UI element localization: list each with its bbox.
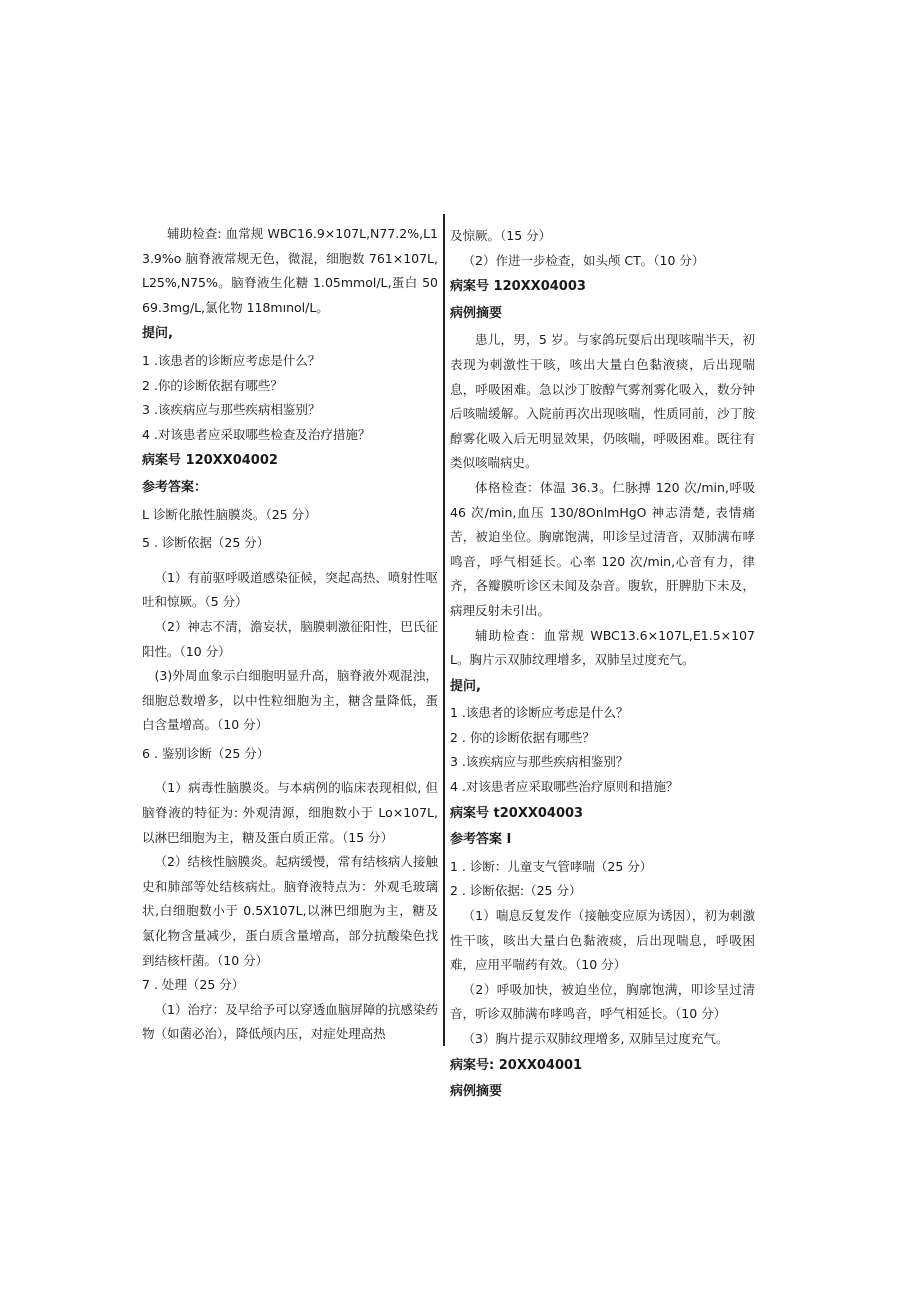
case-summary-paragraph: 患儿，男，5 岁。与家鸽玩耍后出现咳喘半天，初表现为刺激性干咳，咳出大量白色黏液痰，后出现喘息，呼吸困难。急以沙丁胺醇气雾剂雾化吸入，数分钟后咳喘缓解。入院前再次出现咳喘，性质同前，沙丁胺醇雾化吸入后无明显效果，仍咳喘，呼吸困难。既往有类似咳喘病史。 <box>450 332 755 471</box>
answer-3-item-2: （2）结核性脑膜炎。起病缓慢，常有结核病人接触史和肺部等处结核病灶。脑脊液特点为：外观毛玻璃状,白细胞数小于 0.5X107L,以淋巴细胞为主，糖及氯化物含量减少，蛋白质含量增高，部分抗酸染色找到结核杆菌。（10 分） <box>142 854 438 968</box>
answer-2-heading: 2 . 诊断依据:（25 分） <box>450 883 582 899</box>
answer-2-item-2: （2）神志不清，澹妄状，脑膜刺激征阳性，巴氏征阳性。（10 分） <box>142 618 438 659</box>
case-summary-heading: 病例摘要 <box>450 1084 503 1100</box>
right-column <box>450 224 755 1107</box>
case-number: 病案号 120XX04003 <box>450 279 586 295</box>
question-2: 2 .你的诊断依据有哪些？ <box>142 377 283 393</box>
answer-4-item-1: （1）治疗：及早给予可以穿透血脑屏障的抗感染药物（如菌必治），降低颅内压，对症处理高热 <box>142 1001 438 1042</box>
answer-4-heading: 7 . 处理（25 分） <box>142 977 245 993</box>
aux-exam-paragraph: 辅助检查：血常规 WBC13.6×107L,E1.5×107L。胸片示双肺纹理增多，双肺呈过度充气。 <box>450 627 755 668</box>
answer-1: 1 . 诊断：儿童支气管哮喘（25 分） <box>450 858 653 874</box>
aux-exam-paragraph: 辅助检查: 血常规 WBC16.9×107L,N77.2%,L13.9%o 脑脊液常规无色，微混，细胞数 761×107L,L25%,N75%。脑脊液生化糖 1.05mmol/L,蛋白 5069.3mg/L,氯化物 118mınol/L。 <box>142 226 438 315</box>
answer-2-item-3: （3）胸片提示双肺纹理增多, 双肺呈过度充气。 <box>462 1031 729 1046</box>
case-number: 病案号 120XX04002 <box>142 453 278 469</box>
question-3: 3 .该疾病应与那些疾病相鉴别？ <box>450 754 629 770</box>
left-column <box>142 222 438 1047</box>
question-4: 4 .对该患者应采取哪些治疗原则和措施？ <box>450 779 679 795</box>
answer-1: L 诊断化脓性脑膜炎。（25 分） <box>142 506 317 522</box>
reference-answer-heading: 参考答案 I <box>450 832 512 848</box>
answer-3-item-1: （1）病毒性脑膜炎。与本病例的临床表现相似, 但脑脊液的特征为: 外观清源，细胞数小于 Lo×107L,以淋巴细胞为主，糖及蛋白质正常。（15 分） <box>142 780 438 845</box>
case-summary-heading: 病例摘要 <box>450 305 503 321</box>
case-number: 病案号: 20XX04001 <box>450 1057 583 1073</box>
question-2: 2 . 你的诊断依据有哪些？ <box>450 729 595 745</box>
answer-2-item-3: (3)外周血象示白细胞明显升高，脑脊液外观混浊，细胞总数增多，以中性粒细胞为主，糖含量降低，蛋白含量增高。（10 分） <box>142 668 438 733</box>
question-1: 1 .该患者的诊断应考虑是什么？ <box>142 352 321 368</box>
reference-answer-heading: 参考答案： <box>142 479 208 495</box>
questions-heading: 提问, <box>450 678 481 694</box>
answer-2-item-2: （2）呼吸加快，被迫坐位，胸廓饱满，叩诊呈过清音，听诊双肺满布哮鸣音，呼气相延长。（10 分） <box>450 981 755 1022</box>
answer-2-heading: 5 . 诊断依据（25 分） <box>142 535 270 551</box>
column-divider <box>443 214 445 1046</box>
answer-2-item-1: （1）有前驱呼吸道感染征候，突起高热、喷射性呕吐和惊厥。（5 分） <box>142 569 438 610</box>
physical-exam-paragraph: 体格检查：体温 36.3。仁脉搏 120 次/min,呼吸 46 次/min,血压 130/8OnlmHgO 神志清楚, 表情痛苦，被迫坐位。胸廓饱满，叩诊呈过清音，双肺满布哮鸣音，呼气相延长。心率 120 次/min,心音有力，律齐，各瓣膜听诊区未闻及杂音。腹软，肝脾肋下未及，病理反射未引出。 <box>450 479 755 618</box>
case-number: 病案号 t20XX04003 <box>450 805 584 821</box>
answer-3-heading: 6 . 鉴别诊断（25 分） <box>142 745 270 761</box>
questions-heading: 提问, <box>142 326 173 342</box>
continued-text: 及惊厥。（15 分） <box>450 228 552 243</box>
question-3: 3 .该疾病应与那些疾病相鉴别？ <box>142 402 321 418</box>
question-4: 4 .对该患者应采取哪些检查及治疗措施？ <box>142 426 371 442</box>
question-1: 1 .该患者的诊断应考虑是什么？ <box>450 705 629 721</box>
answer-2-item-1: （1）喘息反复发作（接触变应原为诱因），初为刺激性干咳，咳出大量白色黏液痰，后出现喘息，呼吸困难，应用平喘药有效。（10 分） <box>450 908 755 973</box>
answer-4-item-2: （2）作进一步检查，如头颅 CT。（10 分） <box>462 252 705 268</box>
